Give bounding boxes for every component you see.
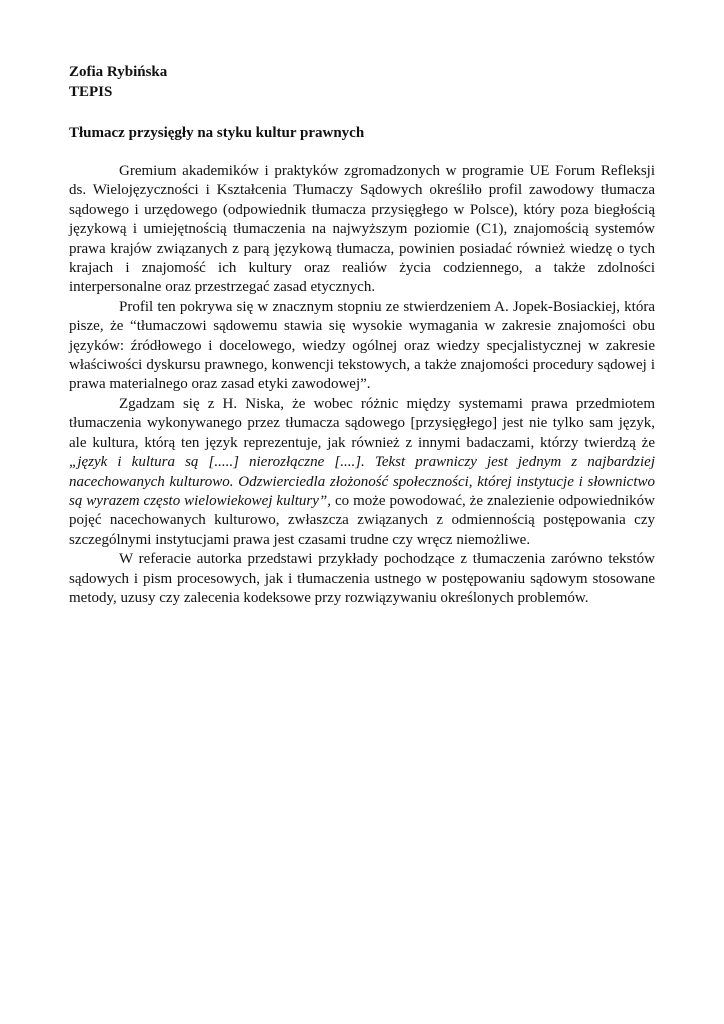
paragraph-1: Gremium akademików i praktyków zgromadzonych w programie UE Forum Refleksji ds. Wielojęzyczności i Kształcenia Tłumaczy Sądowych określiło profil zawodowy tłumacza sądowego i urzędowego (odpowiednik tłumacza przysięgłego w Polsce), który poza biegłością językową i umiejętnością tłumaczenia na najwyższym poziomie (C1), znajomością systemów prawa krajów związanych z parą językową tłumacza, powinien posiadać również wiedzę o tych krajach i znajomość ich kultury oraz realiów życia codziennego, a także zdolności interpersonalne oraz przestrzegać zasad etycznych. [69,163,655,296]
document-page [69,62,655,608]
paragraph-3-text-start: Zgadzam się z H. Niska, że wobec różnic między systemami prawa przedmiotem tłumaczenia wykonywanego przez tłumacza sądowego [przysięgłego] jest nie tylko sam język, ale kultura, którą ten język reprezentuje, jak również z innymi badaczami, którzy twierdzą że [69,395,655,451]
author-name: Zofia Rybińska [69,64,168,80]
paragraph-3 [69,395,655,550]
document-title: Tłumacz przysięgły na styku kultur prawnych [69,125,365,141]
paragraph-3-quote: „język i kultura są [.....] nierozłączne [....]. Tekst prawniczy jest jednym z najbardziej nacechowanych kulturowo. Odzwierciedla złożoność społeczności, której instytucje i słownictwo są wyrazem często wielowiekowej kultury”, [69,454,655,509]
paragraph-4: W referacie autorka przedstawi przykłady pochodzące z tłumaczenia zarówno tekstów sądowych i pism procesowych, jak i tłumaczenia ustnego w postępowaniu sądowym stosowane metody, uzusy czy zalecenia kodeksowe przy rozwiązywaniu określonych problemów. [69,551,655,606]
document-body [69,162,655,608]
author-block [69,62,655,102]
author-affiliation: TEPIS [69,84,113,100]
paragraph-3-text-end: co może powodować, że znalezienie odpowiedników pojęć nacechowanych kulturowo, zwłaszcza związanych z odmiennością postępowania czy szczególnymi instytucjami prawa jest czasami trudne czy wręcz niemożliwe. [69,492,655,548]
paragraph-2: Profil ten pokrywa się w znacznym stopniu ze stwierdzeniem A. Jopek-Bosiackiej, która pisze, że “tłumaczowi sądowemu stawia się wysokie wymagania w zakresie znajomości obu języków: źródłowego i docelowego, wiedzy ogólnej oraz wiedzy specjalistycznej w zakresie właściwości dyskursu prawnego, konwencji tekstowych, a także znajomości procedury sądowej i prawa materialnego oraz zasad etyki zawodowej”. [69,298,655,393]
